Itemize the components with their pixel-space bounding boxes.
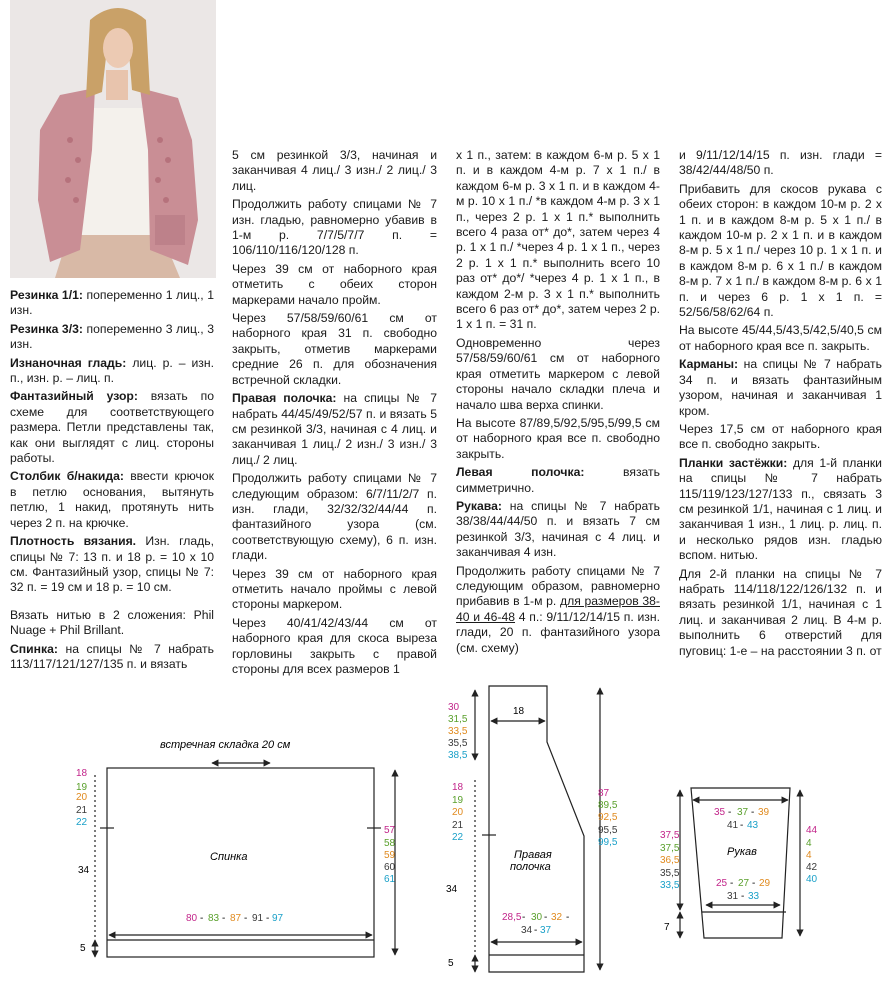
separator: - <box>244 913 248 924</box>
back-width-sizes <box>186 913 284 924</box>
front-top-size: 38,5 <box>448 750 468 761</box>
sleeve-right-size: 4 <box>806 850 812 861</box>
front-left-sizes <box>452 782 464 843</box>
svg-text:-: - <box>752 878 756 889</box>
button-bands-paragraph: Планки застёжки: для 1-й планки на спицы № 7 набрать 115/119/123/127/133 п., связать 3 см резинкой 1/1, начиная с 1 лиц. и заканчивая 1 изн., 1 лиц. р. лиц. п. и несколько рядов изн. гладью вспом. нитью. <box>679 455 882 563</box>
back-left-size: 22 <box>76 817 88 828</box>
back-right-size: 61 <box>384 874 396 885</box>
back-width-size: 97 <box>272 913 284 924</box>
front-width-size: 37 <box>540 925 552 936</box>
front-left-size: 22 <box>452 832 464 843</box>
front-width-size: 32 <box>551 912 563 923</box>
single-crochet-definition: Столбик б/накида: ввести крючок в петлю основания, вытянуть петлю, 1 накид, протянуть нить через 2 п. на крючке. <box>10 469 214 530</box>
back-left-size: 20 <box>76 792 88 803</box>
c2-paragraph-3: Через 39 см от наборного края отметить с обеих сторон маркерами начало пройм. <box>232 261 437 307</box>
sleeve-left-size: 33,5 <box>660 880 680 891</box>
model-photo <box>10 0 216 278</box>
text-column-4 <box>679 148 882 662</box>
back-left-size: 19 <box>76 782 88 793</box>
sleeves-paragraph: Рукава: на спицы № 7 набрать 38/38/44/44/50 п. и вязать 7 см резинкой 3/3, начиная с 4 лиц. и заканчивая 4 изн. <box>456 498 660 560</box>
back-schematic <box>95 763 395 957</box>
svg-text:-: - <box>740 820 744 831</box>
back-name: Спинка <box>210 851 248 863</box>
sleeve-bottom-size: 29 <box>759 878 771 889</box>
front-top-size: 35,5 <box>448 738 468 749</box>
c2-paragraph-6: Продолжить работу спицами № 7 следующим образом: 6/7/11/2/7 п. изн. глади, 32/32/32/44/44 п. фантазийного узора (см. соответствующую схему), 6 п. изн. глади. <box>232 471 437 563</box>
sleeve-top-size: 39 <box>758 807 770 818</box>
svg-text:-: - <box>730 878 734 889</box>
front-width-size: 34 <box>521 925 533 936</box>
c3-paragraph-3: На высоте 87/89,5/92,5/95,5/99,5 см от наборного края все п. свободно закрыть. <box>456 415 660 461</box>
gauge-paragraph: Плотность вязания. Изн. гладь, спицы № 7: 13 п. и 18 р. = 10 x 10 см. Фантазийный узор, спицы № 7: 32 п. = 19 см и 18 р. = 10 см. <box>10 534 214 595</box>
front-shoulder-width: 18 <box>513 706 525 717</box>
sleeve-top-size: 41 <box>727 820 739 831</box>
rib-3-3-definition: Резинка 3/3: попеременно 3 лиц., 3 изн. <box>10 321 215 352</box>
front-right-size: 99,5 <box>598 837 618 848</box>
separator: - <box>222 913 226 924</box>
text-column-2 <box>232 148 437 680</box>
svg-text:-: - <box>741 891 745 902</box>
back-left-size: 18 <box>76 768 88 779</box>
front-top-size: 31,5 <box>448 714 468 725</box>
separator: - <box>200 913 204 924</box>
back-left-size: 21 <box>76 805 88 816</box>
front-armhole-height: 34 <box>446 884 458 895</box>
sleeve-bottom-size: 31 <box>727 891 739 902</box>
sleeve-left-size: 37,5 <box>660 830 680 841</box>
sleeve-top-sizes <box>714 807 770 831</box>
back-rib-height: 5 <box>80 943 86 954</box>
front-top-size: 30 <box>448 702 460 713</box>
sleeve-schematic <box>680 788 800 938</box>
front-name-line1: Правая <box>514 849 552 861</box>
sleeve-top-size: 43 <box>747 820 759 831</box>
text-column-3 <box>456 148 660 659</box>
front-name-line2: полочка <box>510 861 551 873</box>
sleeve-left-sizes <box>660 830 680 891</box>
back-width-size: 87 <box>230 913 242 924</box>
separator: - <box>266 913 270 924</box>
c3-paragraph-1: x 1 п., затем: в каждом 6-м р. 5 x 1 п. и в каждом 4-м р. 7 x 1 п./ в каждом 6-м р. 3 x 1 п. и в каждом 4-м р. 10 x 1 п./ *в каждом 4-м р. 3 x 1 п., через 2 р. 1 x 1 п.* выполнить всего 4 раза от* до*, затем через 4 р. 1 x 1 п./ *через 4 р. 1 x 1 п., через 2 р. 1 x 1 п.* выполнить всего 10 раз от* до*/ *через 4 р. 1 x 1 п., в каждом 2-м р. 3 x 1 п.* выполнить всего 6 раз от* до*, затем через 2 р. 1 x 1 п. = 31 п. <box>456 148 660 332</box>
sleeve-left-size: 37,5 <box>660 843 680 854</box>
c2-paragraph-8: Через 40/41/42/43/44 см от наборного края для скоса выреза горловины закрыть с правой стороны для всех размеров 1 <box>232 615 437 676</box>
sleeve-top-size: 37 <box>737 807 749 818</box>
left-front-paragraph: Левая полочка: вязать симметрично. <box>456 465 660 495</box>
sleeve-right-size: 44 <box>806 825 818 836</box>
back-right-size: 60 <box>384 862 396 873</box>
sleeve-left-size: 36,5 <box>660 855 680 866</box>
back-width-size: 91 <box>252 913 264 924</box>
c4-paragraph-7: Для 2-й планки на спицы № 7 набрать 114/118/122/126/132 п. и вязать резинкой 1/1, начиная с 1 лиц. и заканчивая 2 лиц. В 4-м р. выполнить 6 отверстий для пуговиц: 1-е – на расстоянии 3 п. от <box>679 566 882 658</box>
right-front-paragraph: Правая полочка: на спицы № 7 набрать 44/45/49/52/57 п. и вязать 5 см резинкой 3/3, начиная с 4 лиц. и заканчивая 1 лиц./ 2 изн./ 3 изн./ 3 лиц./ 2 лиц. <box>232 391 437 467</box>
front-width-sizes <box>502 912 569 936</box>
svg-text:-: - <box>544 912 548 923</box>
model-illustration <box>10 0 216 278</box>
front-right-size: 92,5 <box>598 812 618 823</box>
c4-paragraph-1: и 9/11/12/14/15 п. изн. глади = 38/42/44/48/50 п. <box>679 148 882 178</box>
sleeve-left-size: 35,5 <box>660 868 680 879</box>
svg-text:-: - <box>751 807 755 818</box>
sleeve-bottom-size: 27 <box>738 878 750 889</box>
svg-text:-: - <box>728 807 732 818</box>
pockets-paragraph: Карманы: на спицы № 7 набрать 34 п. и вязать фантазийным узором, начиная и заканчивая 1 кром. <box>679 357 882 418</box>
sleeve-right-size: 40 <box>806 874 818 885</box>
svg-text:-: - <box>522 912 526 923</box>
sleeve-right-size: 42 <box>806 862 818 873</box>
fancy-pattern-definition: Фантазийный узор: вязать по схеме для соответствующего размера. Петли представлены так, как они выглядят с лиц. стороны работы. <box>10 389 214 466</box>
sleeve-bottom-size: 33 <box>748 891 760 902</box>
front-right-size: 95,5 <box>598 825 618 836</box>
sleeve-bottom-size: 25 <box>716 878 728 889</box>
front-left-size: 18 <box>452 782 464 793</box>
front-right-size: 87 <box>598 788 610 799</box>
front-width-size: 28,5 <box>502 912 522 923</box>
front-top-sizes <box>448 702 468 761</box>
front-rib-height: 5 <box>448 958 454 969</box>
c3-paragraph-2: Одновременно через 57/58/59/60/61 см от наборного края отметить маркером с левой стороны начало складки плеча и начало шва верха спинки. <box>456 335 660 412</box>
c2-paragraph-1: 5 см резинкой 3/3, начиная и заканчивая 4 лиц./ 3 изн./ 2 лиц./ 3 лиц. <box>232 148 437 193</box>
sleeve-right-sizes <box>806 825 818 885</box>
back-fold-label: встречная складка 20 см <box>160 739 291 751</box>
sleeve-right-size: 4 <box>806 838 812 849</box>
sleeve-name: Рукав <box>727 846 757 858</box>
back-right-size: 59 <box>384 850 396 861</box>
front-top-size: 33,5 <box>448 726 468 737</box>
sleeve-bottom-sizes <box>716 878 771 902</box>
c4-paragraph-3: На высоте 45/44,5/43,5/42,5/40,5 см от наборного края все п. закрыть. <box>679 323 882 353</box>
front-right-size: 89,5 <box>598 800 618 811</box>
yarn-paragraph: Вязать нитью в 2 сложения: Phil Nuage + Phil Brillant. <box>10 607 214 638</box>
back-width-size: 83 <box>208 913 220 924</box>
svg-text:-: - <box>566 912 570 923</box>
sleeve-rib-height: 7 <box>664 922 670 933</box>
back-left-sizes <box>76 768 88 828</box>
back-paragraph: Спинка: на спицы № 7 набрать 113/117/121/127/135 п. и вязать <box>10 641 214 671</box>
back-right-size: 58 <box>384 838 396 849</box>
c2-paragraph-7: Через 39 см от наборного края отметить начало проймы с левой стороны маркером. <box>232 566 437 612</box>
back-right-sizes <box>384 825 396 885</box>
front-left-size: 20 <box>452 807 464 818</box>
back-armhole-height: 34 <box>78 865 90 876</box>
c2-paragraph-4: Через 57/58/59/60/61 см от наборного края 31 п. свободно закрыть, отметив маркерами средние 26 п. для обозначения встречной складки. <box>232 311 437 387</box>
c2-paragraph-2: Продолжить работу спицами № 7 изн. гладью, равномерно убавив в 1-м р. 7/7/5/7/7 п. = 106/110/116/120/128 п. <box>232 197 437 258</box>
c4-paragraph-2: Прибавить для скосов рукава с обеих сторон: в каждом 10-м р. 2 x 1 п. и в каждом 8-м р. 5 x 1 п./ в каждом 10-м р. 2 x 1 п. и в каждом 8-м р. 5 x 1 п./ через 10 р. 1 x 1 п. и в каждом 8-м р. 6 x 1 п./ в каждом 8-м р. 7 x 1 п./ в каждом 8-м р. 6 x 1 п. и через 6 р. 1 x 1 п. = 52/56/58/62/64 п. <box>679 181 882 320</box>
rib-1-1-definition: Резинка 1/1: попеременно 1 лиц., 1 изн. <box>10 288 215 318</box>
back-right-size: 57 <box>384 825 396 836</box>
reverse-stockinette-definition: Изнаночная гладь: лиц. р. – изн. п., изн. р. – лиц. п. <box>10 355 214 386</box>
front-right-sizes <box>598 788 618 848</box>
c3-paragraph-6: Продолжить работу спицами № 7 следующим образом, равномерно прибавив в 1-м р. для размеров 38-40 и 46-48 4 п.: 9/11/12/14/15 п. изн. глади, 20 п. фантазийного узора (см. схему) <box>456 563 660 655</box>
front-left-size: 21 <box>452 820 464 831</box>
front-left-size: 19 <box>452 795 464 806</box>
sleeve-top-size: 35 <box>714 807 726 818</box>
svg-text:-: - <box>534 925 538 936</box>
front-width-size: 30 <box>531 912 543 923</box>
c4-paragraph-5: Через 17,5 см от наборного края все п. свободно закрыть. <box>679 421 882 452</box>
text-column-1 <box>10 288 214 675</box>
back-width-size: 80 <box>186 913 198 924</box>
front-schematic <box>475 686 600 972</box>
